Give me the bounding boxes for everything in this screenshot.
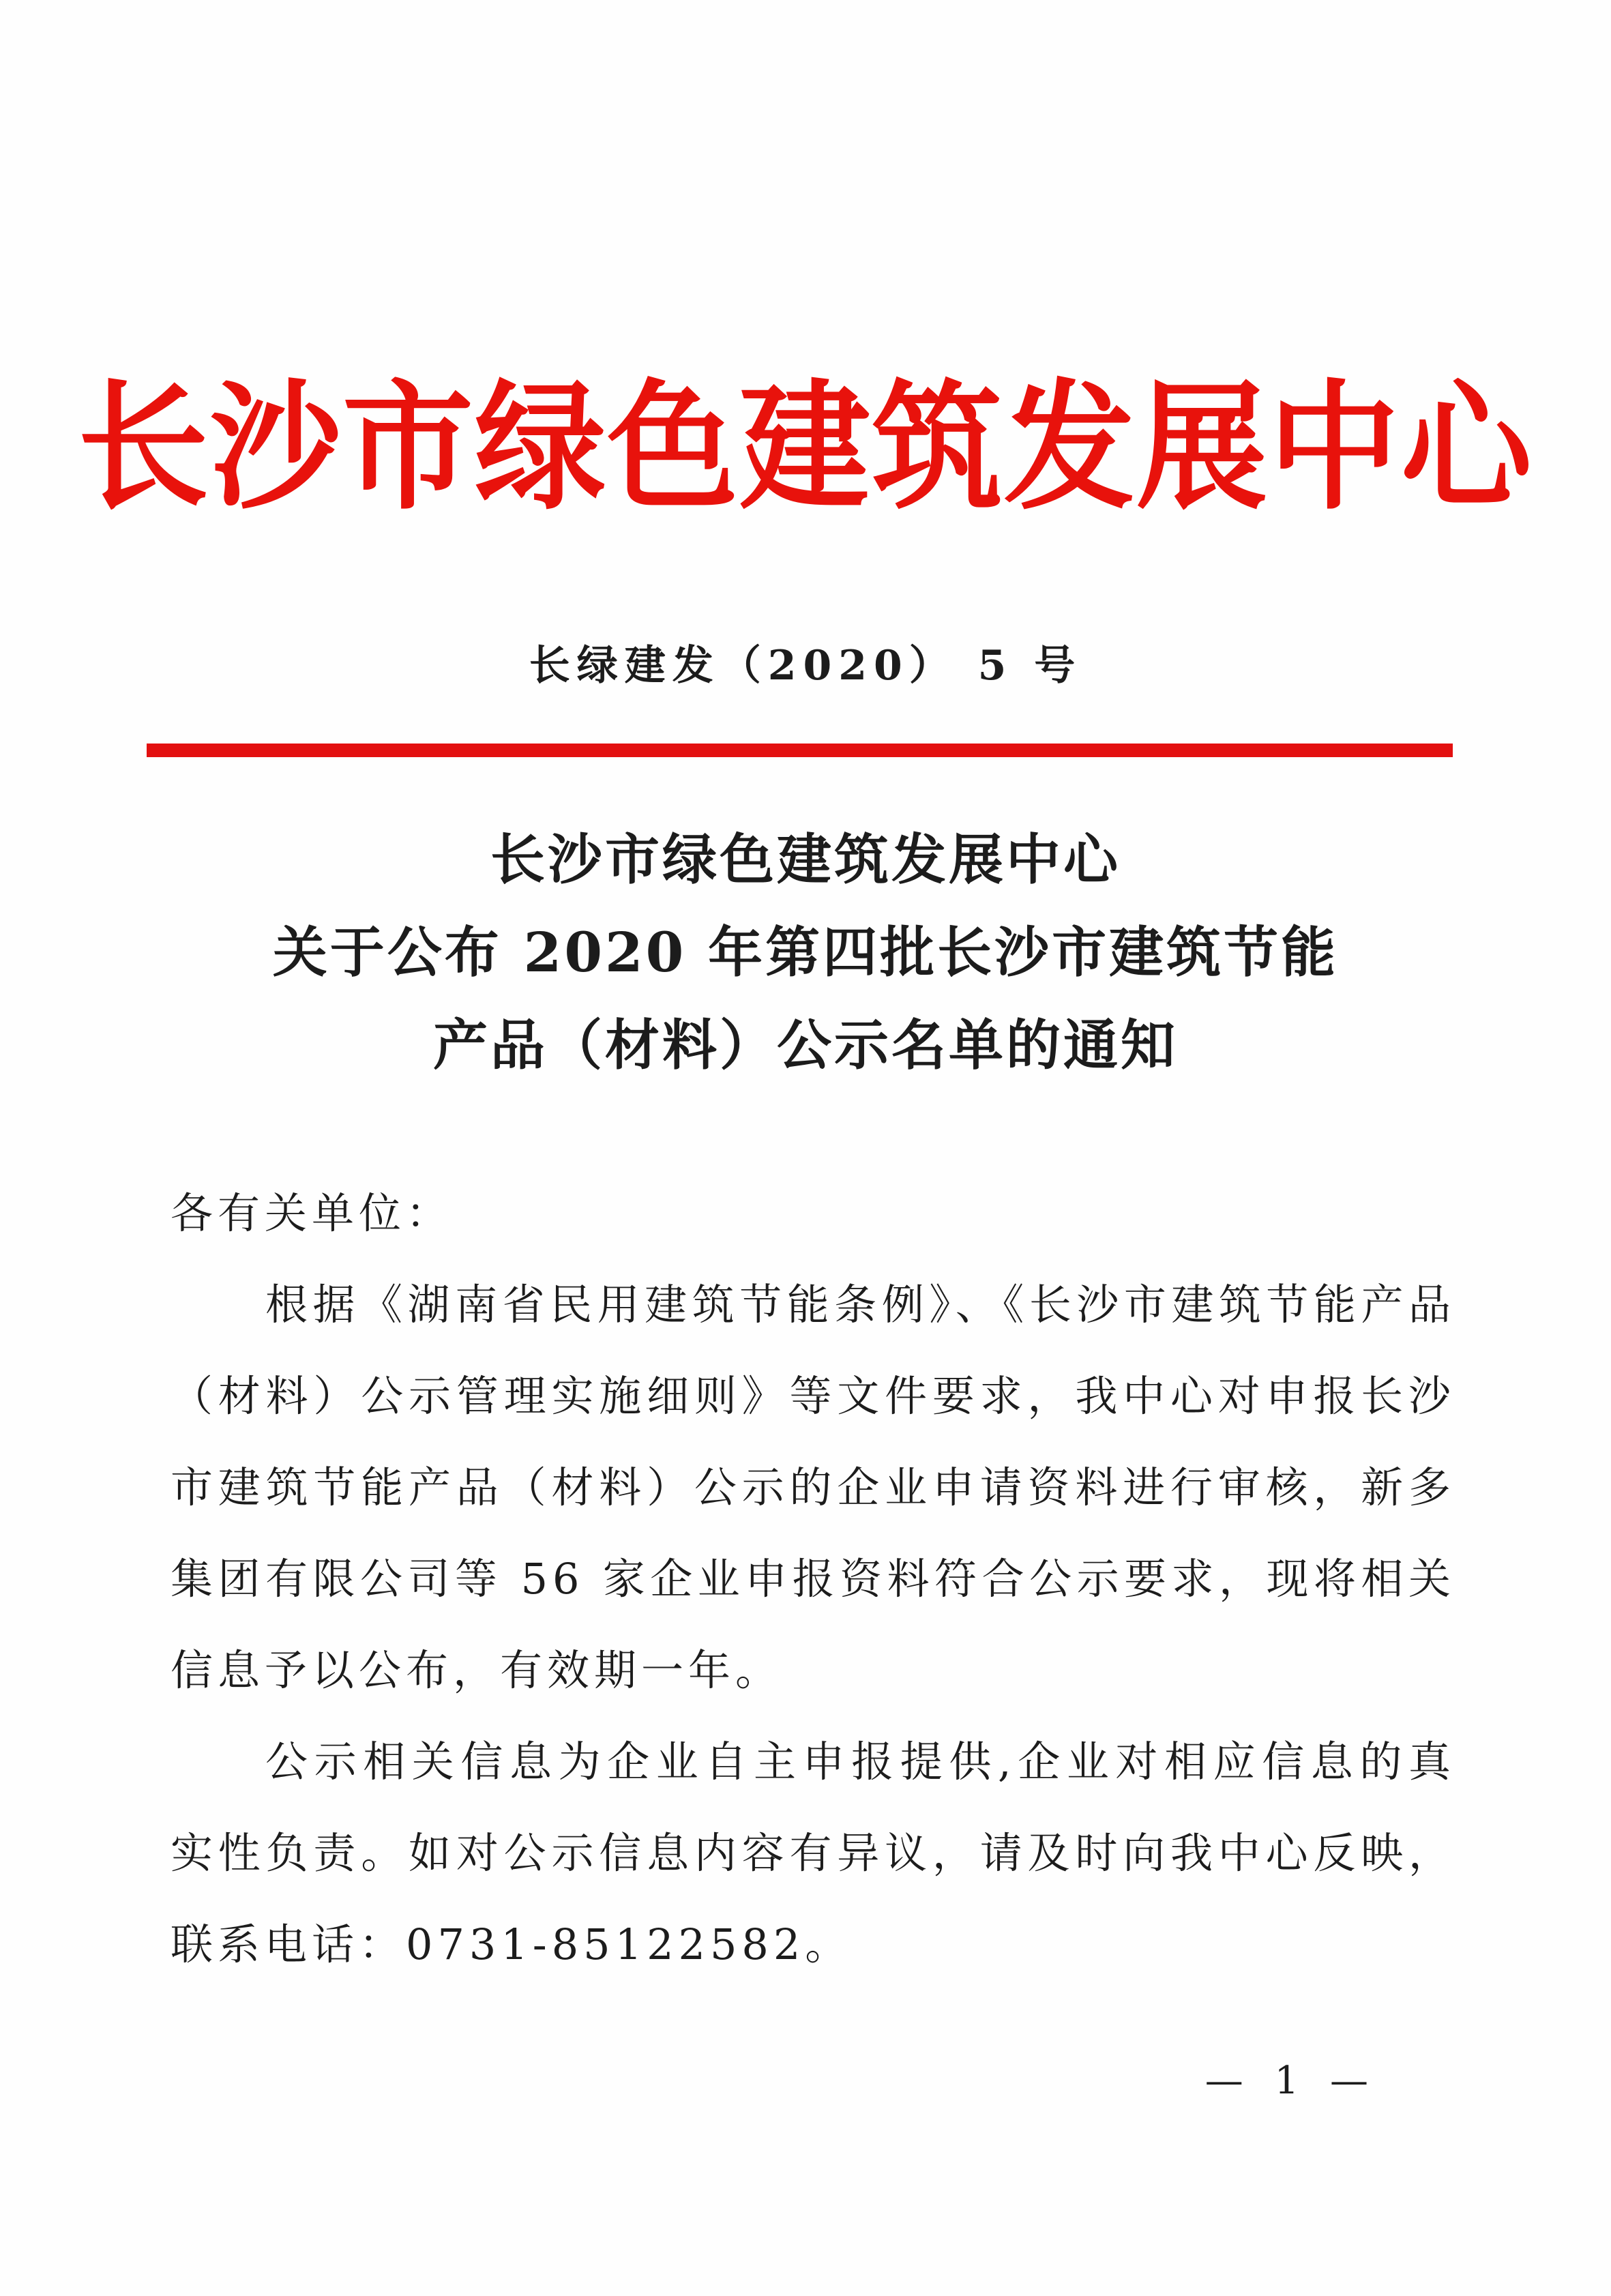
org-header-title: 长沙市绿色建筑发展中心: [78, 366, 1533, 529]
body-paragraph-1: 根据《湖南省民用建筑节能条例》、《长沙市建筑节能产品（材料）公示管理实施细则》等文件要求，我中心对申报长沙市建筑节能产品（材料）公示的企业申请资料进行审核，新多集团有限公司等 56 家企业申报资料符合公示要求，现将相关信息予以公布，有效期一年。: [171, 1280, 1455, 1695]
doc-title-line-2: 关于公布 2020 年第四批长沙市建筑节能: [272, 920, 1339, 984]
doc-number: 长绿建发（2020） 5 号: [529, 642, 1082, 690]
doc-title-line-3: 产品（材料）公示名单的通知: [433, 1013, 1178, 1077]
body-paragraph-2: 公示相关信息为企业自主申报提供,企业对相应信息的真实性负责。如对公示信息内容有异议，请及时向我中心反映，联系电话：0731-85122582。: [171, 1737, 1455, 1969]
doc-title-line-1: 长沙市绿色建筑发展中心: [490, 827, 1121, 892]
red-divider-rule: [147, 744, 1453, 757]
salutation: 各有关单位：: [171, 1188, 454, 1238]
document-body: [171, 1168, 1455, 1990]
doc-title: [0, 813, 1611, 1091]
page-number: — 1 —: [1204, 2059, 1378, 2103]
